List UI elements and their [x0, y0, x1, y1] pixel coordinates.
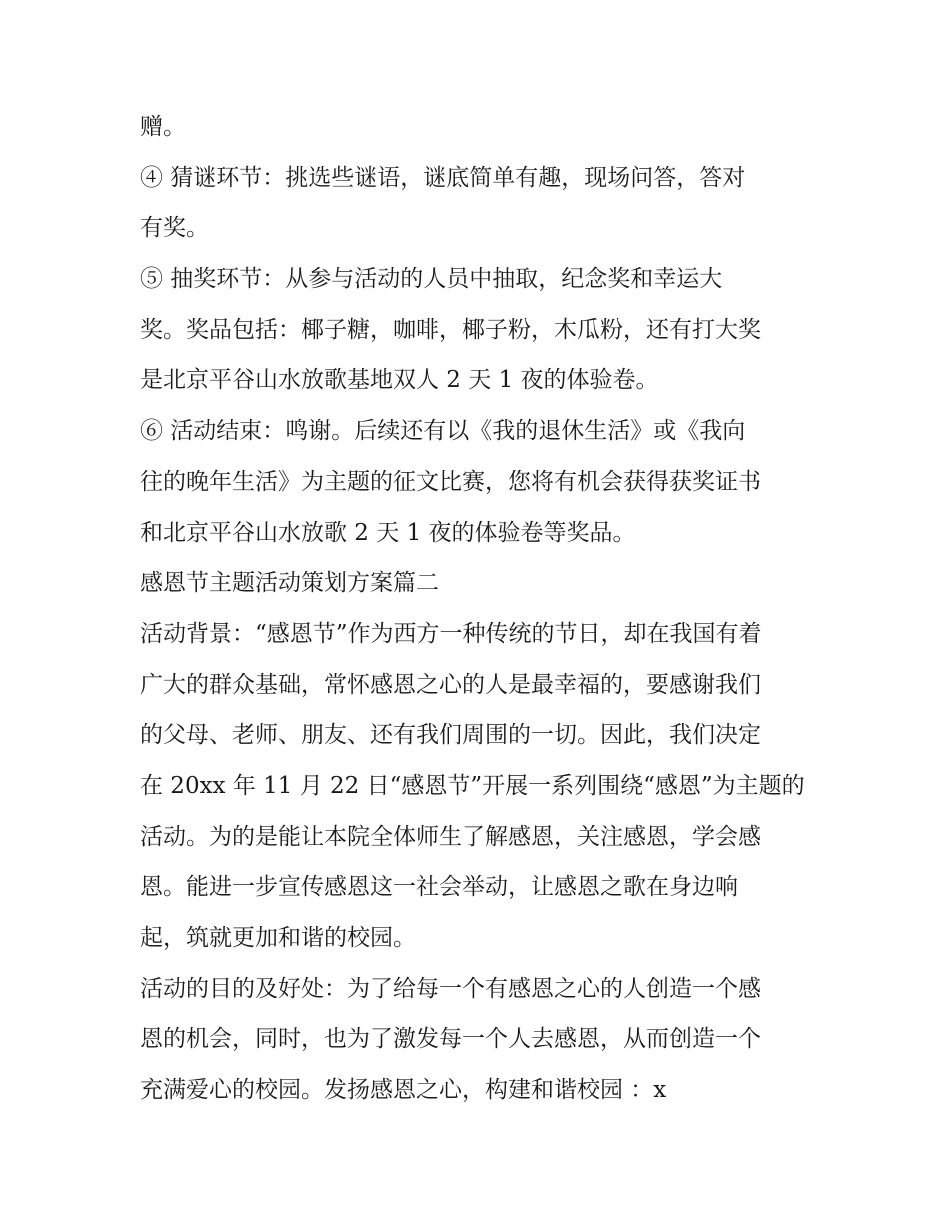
text-line: 赠。 — [140, 114, 186, 140]
text-line: ④ 猜谜环节：挑选些谜语，谜底简单有趣，现场问答，答对 — [140, 164, 746, 191]
text-line: 在 20xx 年 11 月 22 日“感恩节”开展一系列围绕“感恩”为主题的 — [140, 772, 805, 799]
text-line: 是北京平谷山水放歌基地双人 2 天 1 夜的体验卷。 — [140, 367, 659, 394]
text-line: 和北京平谷山水放歌 2 天 1 夜的体验卷等奖品。 — [140, 519, 636, 546]
text-line: 往的晚年生活》为主题的征文比赛，您将有机会获得获奖证书 — [140, 468, 761, 495]
document-body — [140, 102, 820, 1116]
text-line: 恩。能进一步宣传感恩这一社会举动，让感恩之歌在身边响 — [140, 874, 738, 901]
text-line: 奖。奖品包括：椰子糖，咖啡，椰子粉，木瓜粉，还有打大奖 — [140, 316, 761, 343]
text-line: 活动背景：“感恩节”作为西方一种传统的节日，却在我国有着 — [140, 620, 762, 647]
text-line: 充满爱心的校园。发扬感恩之心，构建和谐校园 ：x — [140, 1077, 667, 1104]
text-line: 广大的群众基础，常怀感恩之心的人是最幸福的，要感谢我们 — [140, 671, 761, 698]
text-line: 有奖。 — [140, 215, 209, 242]
section-heading: 感恩节主题活动策划方案篇二 — [140, 570, 439, 597]
text-line: ⑥ 活动结束：鸣谢。后续还有以《我的退休生活》或《我向 — [140, 418, 746, 445]
text-line: ⑤ 抽奖环节：从参与活动的人员中抽取，纪念奖和幸运大 — [140, 266, 723, 293]
text-line: 恩的机会，同时，也为了激发每一个人去感恩，从而创造一个 — [140, 1026, 761, 1053]
text-line: 活动。为的是能让本院全体师生了解感恩，关注感恩，学会感 — [140, 823, 761, 850]
text-line: 起，筑就更加和谐的校园。 — [140, 925, 416, 951]
text-line: 活动的目的及好处：为了给每一个有感恩之心的人创造一个感 — [140, 975, 761, 1002]
text-line: 的父母、老师、朋友、还有我们周围的一切。因此，我们决定 — [140, 722, 761, 749]
